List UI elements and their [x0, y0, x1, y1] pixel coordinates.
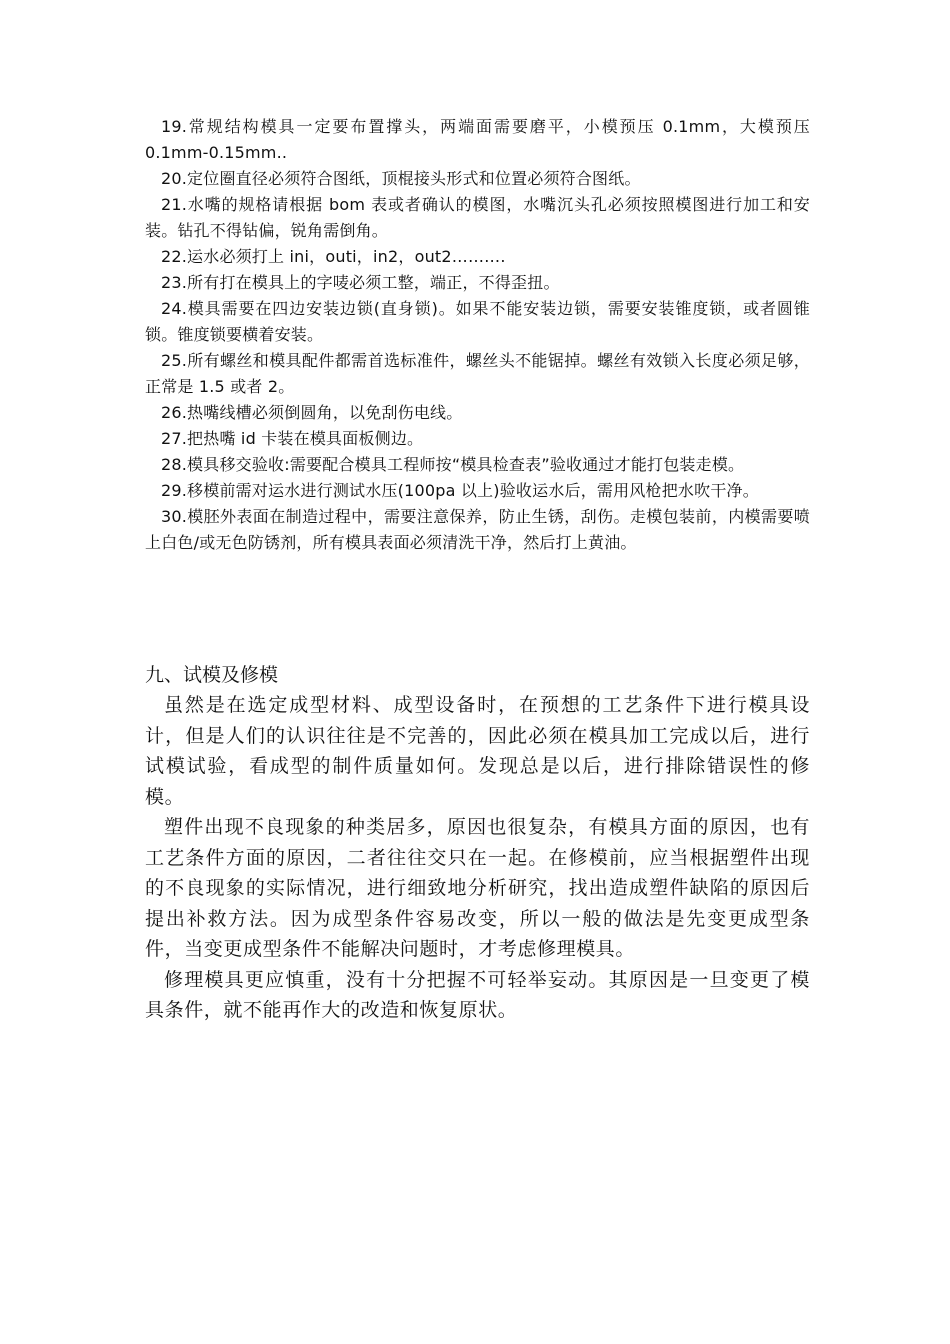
list-item: 19.常规结构模具一定要布置撑头，两端面需要磨平，小模预压 0.1mm，大模预压 0.1mm-0.15mm..	[145, 117, 810, 162]
section-paragraph: 修理模具更应慎重，没有十分把握不可轻举妄动。其原因是一旦变更了模具条件，就不能再作大的改造和恢复原状。	[145, 968, 810, 1021]
list-item: 27.把热嘴 id 卡装在模具面板侧边。	[161, 429, 424, 448]
list-item: 26.热嘴线槽必须倒圆角，以免刮伤电线。	[161, 403, 463, 422]
list-item: 28.模具移交验收:需要配合模具工程师按“模具检查表”验收通过才能打包装走模。	[161, 455, 745, 474]
list-item: 23.所有打在模具上的字唛必须工整，端正，不得歪扭。	[161, 273, 560, 292]
list-item: 29.移模前需对运水进行测试水压(100pa 以上)验收运水后，需用风枪把水吹干净。	[161, 481, 759, 500]
list-item: 21.水嘴的规格请根据 bom 表或者确认的模图，水嘴沉头孔必须按照模图进行加工和安装。钻孔不得钻偏，锐角需倒角。	[145, 195, 810, 240]
list-item: 20.定位圈直径必须符合图纸，顶棍接头形式和位置必须符合图纸。	[161, 169, 641, 188]
list-item: 25.所有螺丝和模具配件都需首选标准件，螺丝头不能锯掉。螺丝有效锁入长度必须足够，正常是 1.5 或者 2。	[145, 351, 810, 396]
section-paragraph: 虽然是在选定成型材料、成型设备时，在预想的工艺条件下进行模具设计，但是人们的认识往往是不完善的，因此必须在模具加工完成以后，进行试模试验，看成型的制件质量如何。发现总是以后，进行排除错误性的修模。	[145, 694, 810, 808]
list-item: 30.模胚外表面在制造过程中，需要注意保养，防止生锈，刮伤。走模包装前，内模需要喷上白色/或无色防锈剂，所有模具表面必须清洗干净，然后打上黄油。	[145, 507, 810, 552]
list-item: 24.模具需要在四边安装边锁(直身锁)。如果不能安装边锁，需要安装锥度锁，或者圆锥锁。锥度锁要横着安装。	[145, 299, 810, 344]
requirements-list	[145, 114, 810, 556]
trial-mold-section	[145, 660, 810, 1026]
section-paragraph: 塑件出现不良现象的种类居多，原因也很复杂，有模具方面的原因，也有工艺条件方面的原因，二者往往交只在一起。在修模前，应当根据塑件出现的不良现象的实际情况，进行细致地分析研究，找出造成塑件缺陷的原因后提出补救方法。因为成型条件容易改变，所以一般的做法是先变更成型条件，当变更成型条件不能解决问题时，才考虑修理模具。	[145, 816, 810, 960]
list-item: 22.运水必须打上 ini，outi，in2，out2……….	[161, 247, 506, 266]
section-title: 九、试模及修模	[145, 664, 279, 686]
